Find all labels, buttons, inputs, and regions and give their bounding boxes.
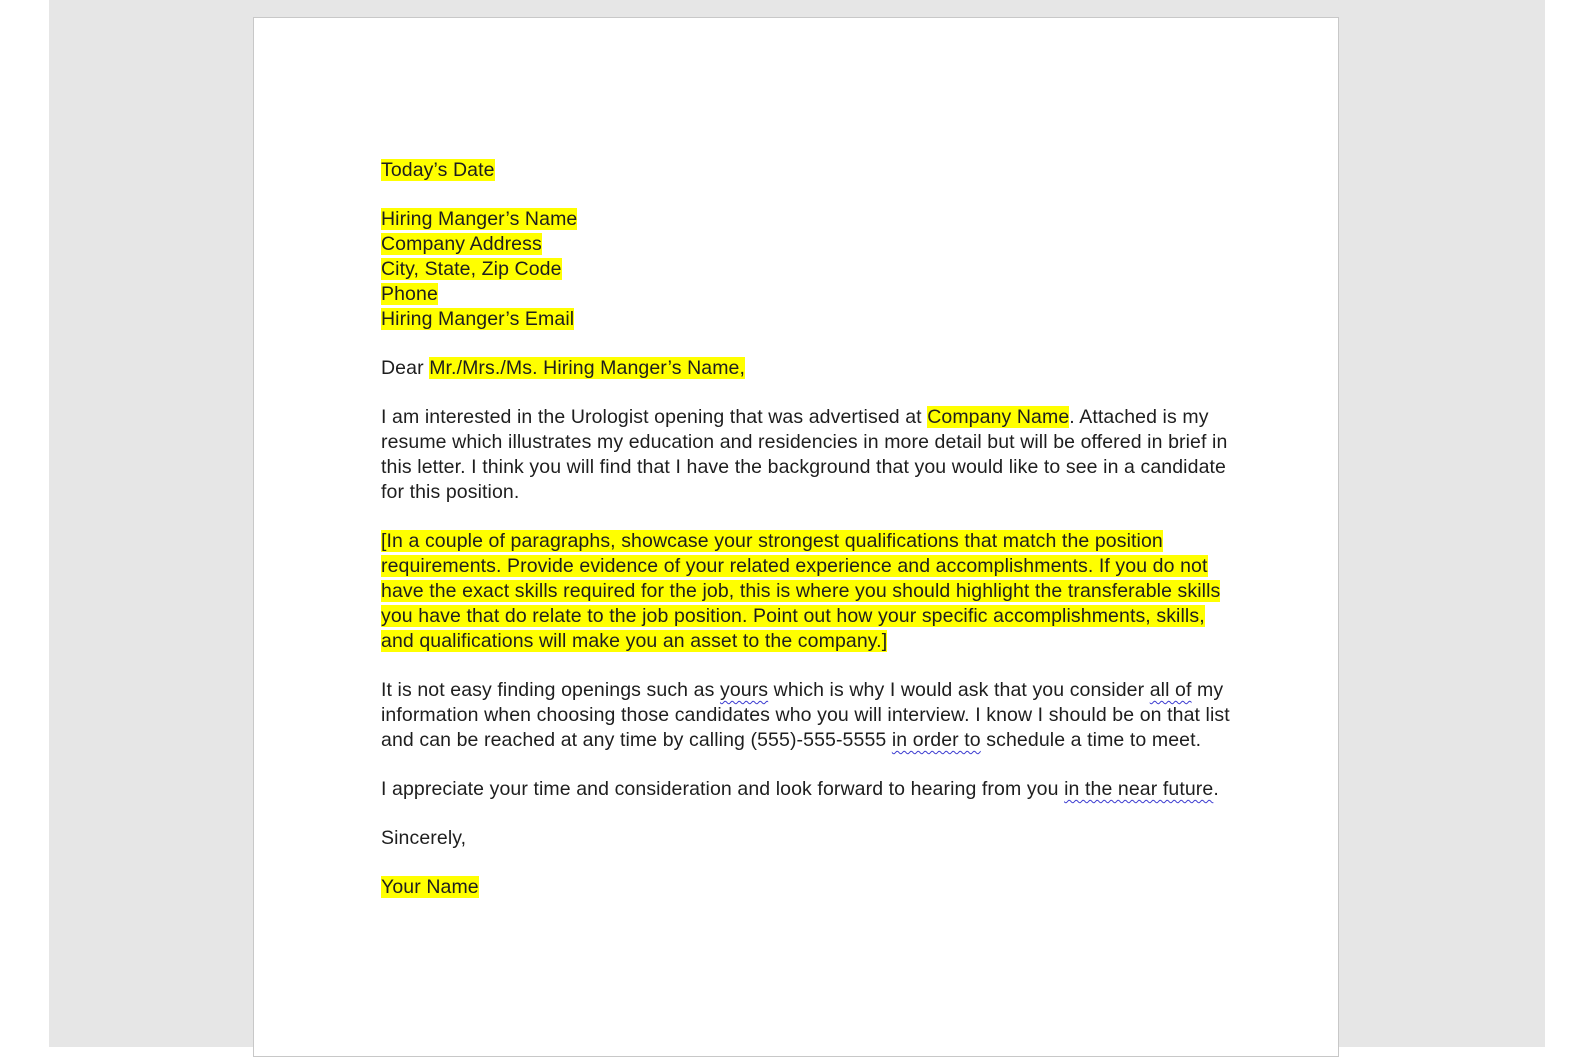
letter-body[interactable] bbox=[381, 158, 1241, 924]
followup-part2: which is why I would ask that you consider bbox=[768, 679, 1150, 701]
recipient-address: Company Address bbox=[381, 233, 542, 255]
signoff-text: Sincerely, bbox=[381, 827, 467, 849]
intro-part2: . Attached is my resume which illustrates my education and residencies in more detail but will be offered in brief in this letter. I think you will find that I have the background that you would like to see in a candidate for this position. bbox=[381, 406, 1228, 503]
closing-part2: . bbox=[1213, 778, 1219, 800]
grammar-flag-near-future[interactable]: in the near future bbox=[1064, 778, 1214, 800]
qualifications-placeholder: [In a couple of paragraphs, showcase your strongest qualifications that match the position requirements. Provide evidence of your related experience and accomplishments. If you do not have the exact skills required for the job, this is where you should highlight the transferable skills you have that do relate to the job position. Point out how your specific accomplishments, skills, and qualifications will make you an asset to the company.] bbox=[381, 530, 1221, 652]
company-name-placeholder: Company Name bbox=[927, 406, 1070, 428]
grammar-flag-yours[interactable]: yours bbox=[719, 679, 769, 701]
grammar-flag-all-of[interactable]: all of bbox=[1149, 679, 1192, 701]
followup-part1: It is not easy finding openings such as bbox=[381, 679, 720, 701]
document-canvas bbox=[49, 0, 1545, 1047]
salutation-name: Mr./Mrs./Ms. Hiring Manger’s Name, bbox=[429, 357, 746, 379]
recipient-city-state-zip: City, State, Zip Code bbox=[381, 258, 562, 280]
salutation-prefix: Dear bbox=[381, 357, 430, 379]
recipient-name: Hiring Manger’s Name bbox=[381, 208, 578, 230]
followup-paragraph[interactable] bbox=[381, 678, 1241, 753]
grammar-flag-in-order-to[interactable]: in order to bbox=[891, 729, 981, 751]
intro-part1: I am interested in the Urologist opening that was advertised at bbox=[381, 406, 928, 428]
signature-line[interactable] bbox=[381, 875, 1241, 900]
recipient-email: Hiring Manger’s Email bbox=[381, 308, 575, 330]
followup-part3: my information when choosing those candidates who you will interview. I know I should be on that list and can be reached at any time by calling (555)-555-5555 bbox=[381, 679, 1230, 751]
salutation[interactable] bbox=[381, 356, 1241, 381]
date-placeholder: Today’s Date bbox=[381, 159, 495, 181]
recipient-phone: Phone bbox=[381, 283, 438, 305]
date-line[interactable] bbox=[381, 158, 1241, 183]
followup-part4: schedule a time to meet. bbox=[980, 729, 1202, 751]
qualifications-paragraph[interactable] bbox=[381, 529, 1241, 654]
recipient-block[interactable] bbox=[381, 207, 1241, 332]
closing-part1: I appreciate your time and consideration and look forward to hearing from you bbox=[381, 778, 1065, 800]
signoff[interactable] bbox=[381, 826, 1241, 851]
signature-placeholder: Your Name bbox=[381, 876, 479, 898]
document-page[interactable] bbox=[253, 17, 1339, 1057]
closing-paragraph[interactable] bbox=[381, 777, 1241, 802]
intro-paragraph[interactable] bbox=[381, 405, 1241, 505]
